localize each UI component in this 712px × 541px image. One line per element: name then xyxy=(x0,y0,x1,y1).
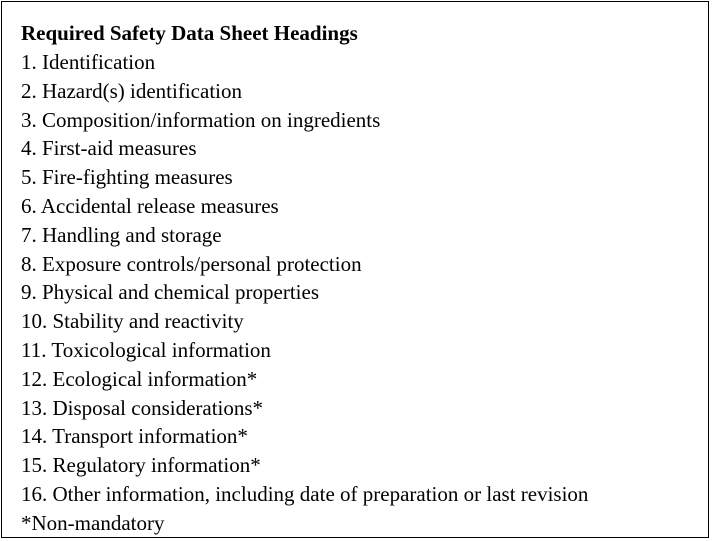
heading-item: 4. First-aid measures xyxy=(21,136,197,161)
footnote: *Non-mandatory xyxy=(21,510,165,535)
heading-item: 1. Identification xyxy=(21,50,156,74)
heading-item: 6. Accidental release measures xyxy=(21,193,279,218)
heading-item: 10. Stability and reactivity xyxy=(21,309,244,334)
box-title: Required Safety Data Sheet Headings xyxy=(21,21,358,45)
heading-item: 12. Ecological information* xyxy=(21,366,258,391)
heading-item: 9. Physical and chemical properties xyxy=(21,280,319,305)
heading-item: 16. Other information, including date of preparation or last revision xyxy=(21,481,589,506)
heading-item: 11. Toxicological information xyxy=(21,337,271,362)
headings-list xyxy=(21,48,708,509)
heading-item: 5. Fire-fighting measures xyxy=(21,165,233,190)
heading-item: 14. Transport information* xyxy=(21,424,248,449)
heading-item: 3. Composition/information on ingredients xyxy=(21,107,381,132)
heading-item: 13. Disposal considerations* xyxy=(21,395,264,420)
heading-item: 2. Hazard(s) identification xyxy=(21,78,242,103)
heading-item: 8. Exposure controls/personal protection xyxy=(21,251,362,276)
heading-item: 7. Handling and storage xyxy=(21,222,222,247)
sds-headings-box xyxy=(1,1,709,538)
heading-item: 15. Regulatory information* xyxy=(21,453,261,478)
